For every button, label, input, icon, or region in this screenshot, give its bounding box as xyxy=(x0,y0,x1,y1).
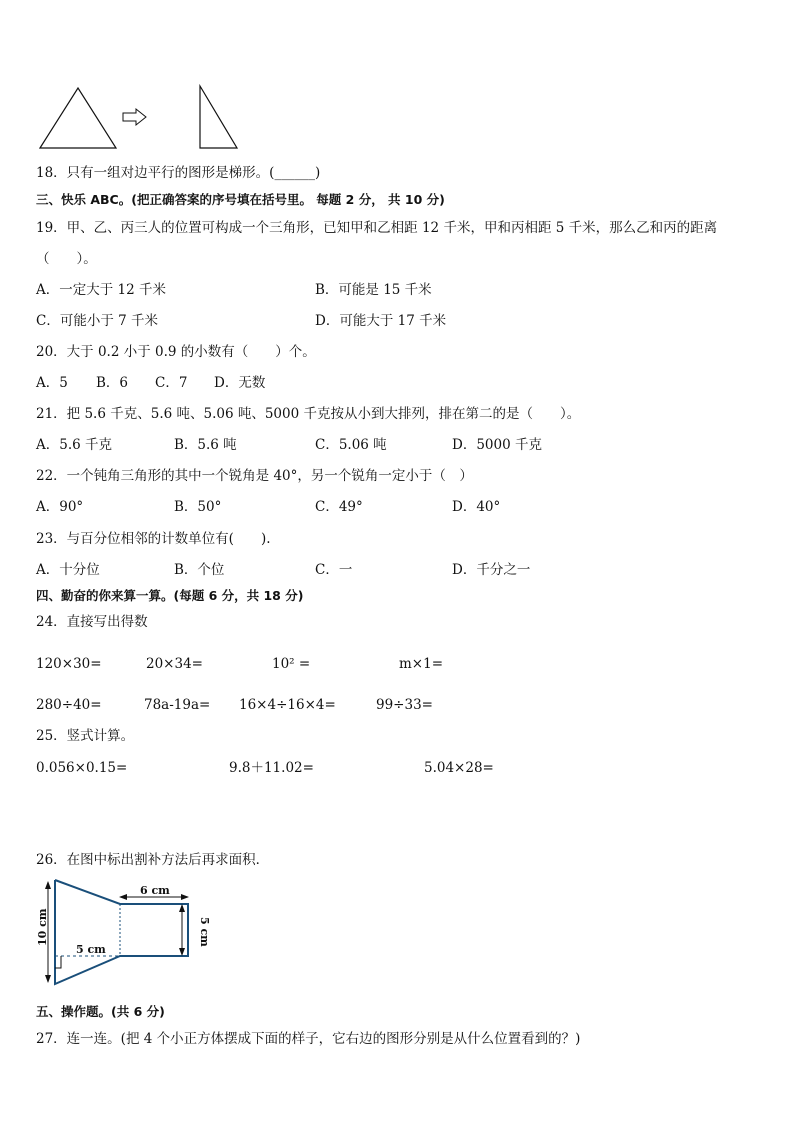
q21-option-a: A．5.6 千克 xyxy=(36,437,113,453)
q24-item: 78a-19a= xyxy=(144,697,211,713)
q22-option-c: C．49° xyxy=(315,499,363,515)
composite-shape-figure xyxy=(30,872,220,992)
arrow-left-icon xyxy=(119,894,127,900)
q25-item: 5.04×28= xyxy=(424,760,494,776)
question-25-stem: 25．竖式计算。 xyxy=(36,728,135,744)
section-4-header: 四、勤奋的你来算一算。(每题 6 分，共 18 分) xyxy=(36,588,304,603)
question-26-stem: 26．在图中标出割补方法后再求面积． xyxy=(36,852,270,868)
q20-option-a: A．5 xyxy=(36,375,68,391)
arrow-up-icon xyxy=(45,881,51,889)
section-5-header: 五、操作题。(共 6 分) xyxy=(36,1004,165,1019)
question-22-stem: 22．一个钝角三角形的其中一个锐角是 40°，另一个锐角一定小于（ ） xyxy=(36,468,473,484)
arrow-up-icon xyxy=(179,904,185,912)
q21-option-b: B．5.6 吨 xyxy=(174,437,237,453)
arrow-down-icon xyxy=(45,975,51,983)
question-27-stem: 27．连一连。(把 4 个小正方体摆成下面的样子，它右边的图形分别是从什么位置看到的？) xyxy=(36,1031,581,1047)
q24-item: 99÷33= xyxy=(376,697,433,713)
right-arrow-icon xyxy=(123,109,146,125)
q19-option-c: C．可能小于 7 千米 xyxy=(36,313,159,329)
q19-option-d: D．可能大于 17 千米 xyxy=(315,313,447,329)
q19-option-b: B．可能是 15 千米 xyxy=(315,282,432,298)
q20-option-b: B．6 xyxy=(96,375,129,391)
question-23-stem: 23．与百分位相邻的计数单位有( ). xyxy=(36,531,271,547)
question-19-stem: 19．甲、乙、丙三人的位置可构成一个三角形，已知甲和乙相距 12 千米，甲和丙相距 5 千米，那么乙和丙的距离 xyxy=(36,220,718,236)
equilateral-triangle xyxy=(40,88,116,148)
q23-option-c: C．一 xyxy=(315,562,353,578)
q22-option-a: A．90° xyxy=(36,499,84,515)
q21-option-d: D．5000 千克 xyxy=(452,437,542,453)
q23-option-a: A．十分位 xyxy=(36,562,100,578)
section-3-header: 三、快乐 ABC。(把正确答案的序号填在括号里。 每题 2 分， 共 10 分) xyxy=(36,192,445,207)
q22-option-d: D．40° xyxy=(452,499,501,515)
q20-option-c: C．7 xyxy=(155,375,188,391)
q25-item: 0.056×0.15= xyxy=(36,760,128,776)
q23-option-d: D．千分之一 xyxy=(452,562,531,578)
question-18: 18．只有一组对边平行的图形是梯形。(______) xyxy=(36,165,321,181)
label-10cm: 10 cm xyxy=(36,908,49,946)
q24-item: 280÷40= xyxy=(36,697,102,713)
q24-item: 20×34= xyxy=(146,656,203,672)
q20-option-d: D．无数 xyxy=(214,375,266,391)
question-20-stem: 20．大于 0.2 小于 0.9 的小数有（ ）个。 xyxy=(36,344,316,360)
question-19-blank: （ ）。 xyxy=(36,251,97,267)
q19-option-a: A．一定大于 12 千米 xyxy=(36,282,167,298)
q22-option-b: B．50° xyxy=(174,499,222,515)
label-6cm: 6 cm xyxy=(140,884,170,897)
label-5cm-bottom: 5 cm xyxy=(76,943,106,956)
q23-option-b: B．个位 xyxy=(174,562,225,578)
question-24-stem: 24．直接写出得数 xyxy=(36,614,148,630)
right-triangle xyxy=(200,86,237,148)
q24-item: 120×30= xyxy=(36,656,102,672)
question-21-stem: 21．把 5.6 千克、5.6 吨、5.06 吨、5000 千克按从小到大排列，排在第二的是（ ）。 xyxy=(36,406,581,422)
triangle-transform-figure xyxy=(30,80,250,155)
q24-item: 10² = xyxy=(272,656,311,672)
arrow-down-icon xyxy=(179,948,185,956)
label-5cm-side: 5 cm xyxy=(198,917,211,947)
q21-option-c: C．5.06 吨 xyxy=(315,437,387,453)
arrow-right-icon xyxy=(181,894,189,900)
q25-item: 9.8＋11.02= xyxy=(229,760,314,776)
q24-item: m×1= xyxy=(399,656,444,672)
q24-item: 16×4÷16×4= xyxy=(239,697,336,713)
